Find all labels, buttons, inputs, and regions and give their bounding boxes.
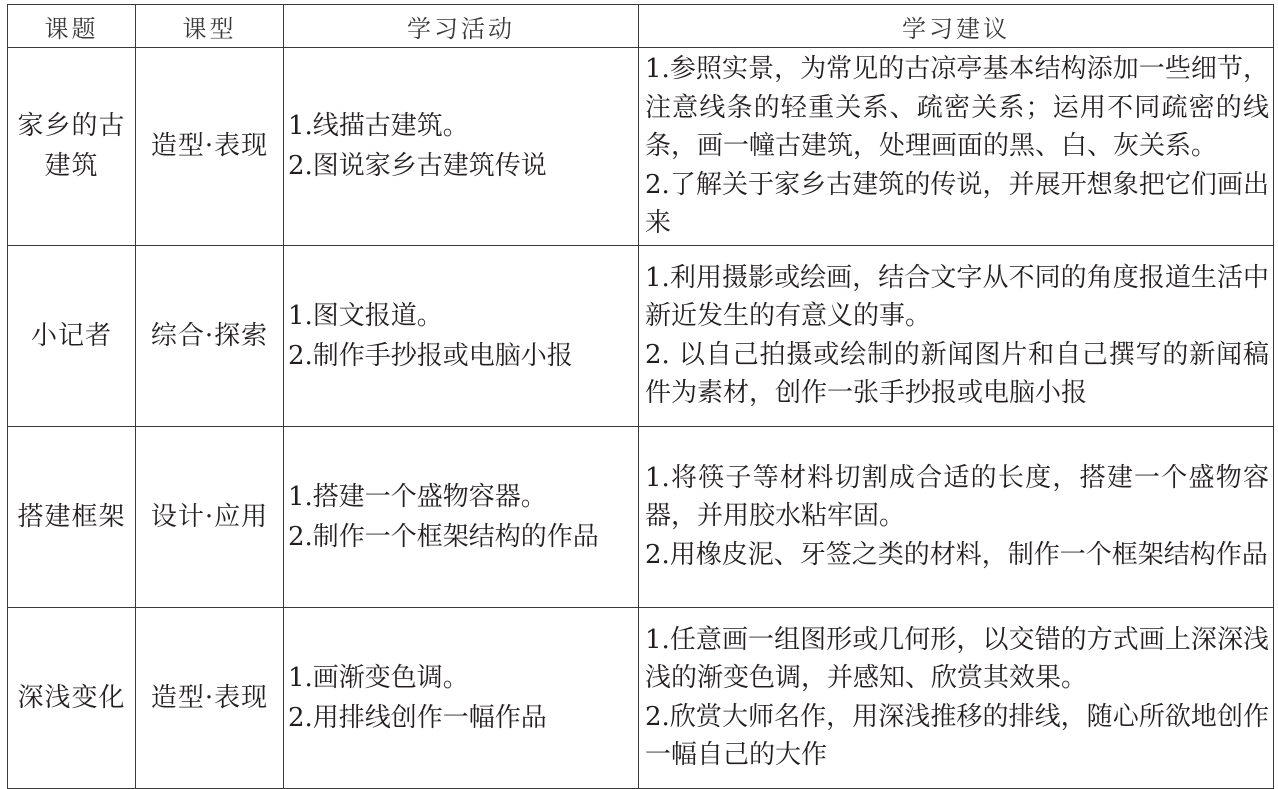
activity-cell (284, 245, 639, 426)
type-cell: 综合·探索 (136, 245, 284, 426)
advice-item: 1.参照实景，为常见的古凉亭基本结构添加一些细节，注意线条的轻重关系、疏密关系；运用不同疏密的线条，画一幢古建筑，处理画面的黑、白、灰关系。 (645, 54, 1269, 161)
topic-cell: 搭建框架 (8, 426, 136, 607)
table-row (8, 426, 1274, 607)
activity-cell (284, 48, 639, 246)
topic-cell (8, 48, 136, 246)
table-row (8, 607, 1274, 788)
advice-item: 1.利用摄影或绘画，结合文字从不同的角度报道生活中新近发生的有意义的事。 (645, 262, 1269, 331)
advice-cell (639, 607, 1274, 788)
activity-item: 2.用排线创作一幅作品 (288, 702, 547, 733)
activity-item: 2.图说家乡古建筑传说 (288, 151, 547, 182)
activity-item: 1.搭建一个盛物容器。 (288, 481, 547, 512)
header-advice: 学习建议 (639, 5, 1274, 48)
advice-item: 1.任意画一组图形或几何形，以交错的方式画上深深浅浅的渐变色调，并感知、欣赏其效果。 (645, 624, 1269, 693)
activity-cell (284, 607, 639, 788)
advice-cell (639, 426, 1274, 607)
type-cell: 设计·应用 (136, 426, 284, 607)
topic-cell: 深浅变化 (8, 607, 136, 788)
advice-item: 1.将筷子等材料切割成合适的长度，搭建一个盛物容器，并用胶水粘牢固。 (645, 462, 1269, 532)
header-row (8, 5, 1274, 48)
activity-cell (284, 426, 639, 607)
topic-cell: 小记者 (8, 245, 136, 426)
activity-item: 1.线描古建筑。 (288, 111, 469, 142)
header-topic: 课题 (8, 5, 136, 48)
table-row (8, 48, 1274, 246)
advice-cell (639, 245, 1274, 426)
advice-item: 2.了解关于家乡古建筑的传说，并展开想象把它们画出来 (645, 169, 1269, 238)
advice-cell (639, 48, 1274, 246)
advice-item: 2.用橡皮泥、牙签之类的材料，制作一个框架结构作品 (645, 539, 1268, 570)
table-row (8, 245, 1274, 426)
activity-item: 1.图文报道。 (288, 300, 443, 331)
advice-item: 2. 以自己拍摄或绘制的新闻图片和自己撰写的新闻稿件为素材，创作一张手抄报或电脑小报 (645, 339, 1269, 408)
curriculum-table (7, 4, 1274, 789)
activity-item: 2.制作手抄报或电脑小报 (288, 340, 573, 371)
topic-text: 家乡的古建筑 (17, 111, 126, 182)
type-cell: 造型·表现 (136, 48, 284, 246)
header-activity: 学习活动 (284, 5, 639, 48)
activity-item: 2.制作一个框架结构的作品 (288, 521, 599, 552)
header-type: 课型 (136, 5, 284, 48)
type-cell: 造型·表现 (136, 607, 284, 788)
advice-item: 2.欣赏大师名作，用深浅推移的排线，随心所欲地创作一幅自己的大作 (645, 701, 1269, 770)
activity-item: 1.画渐变色调。 (288, 662, 469, 693)
